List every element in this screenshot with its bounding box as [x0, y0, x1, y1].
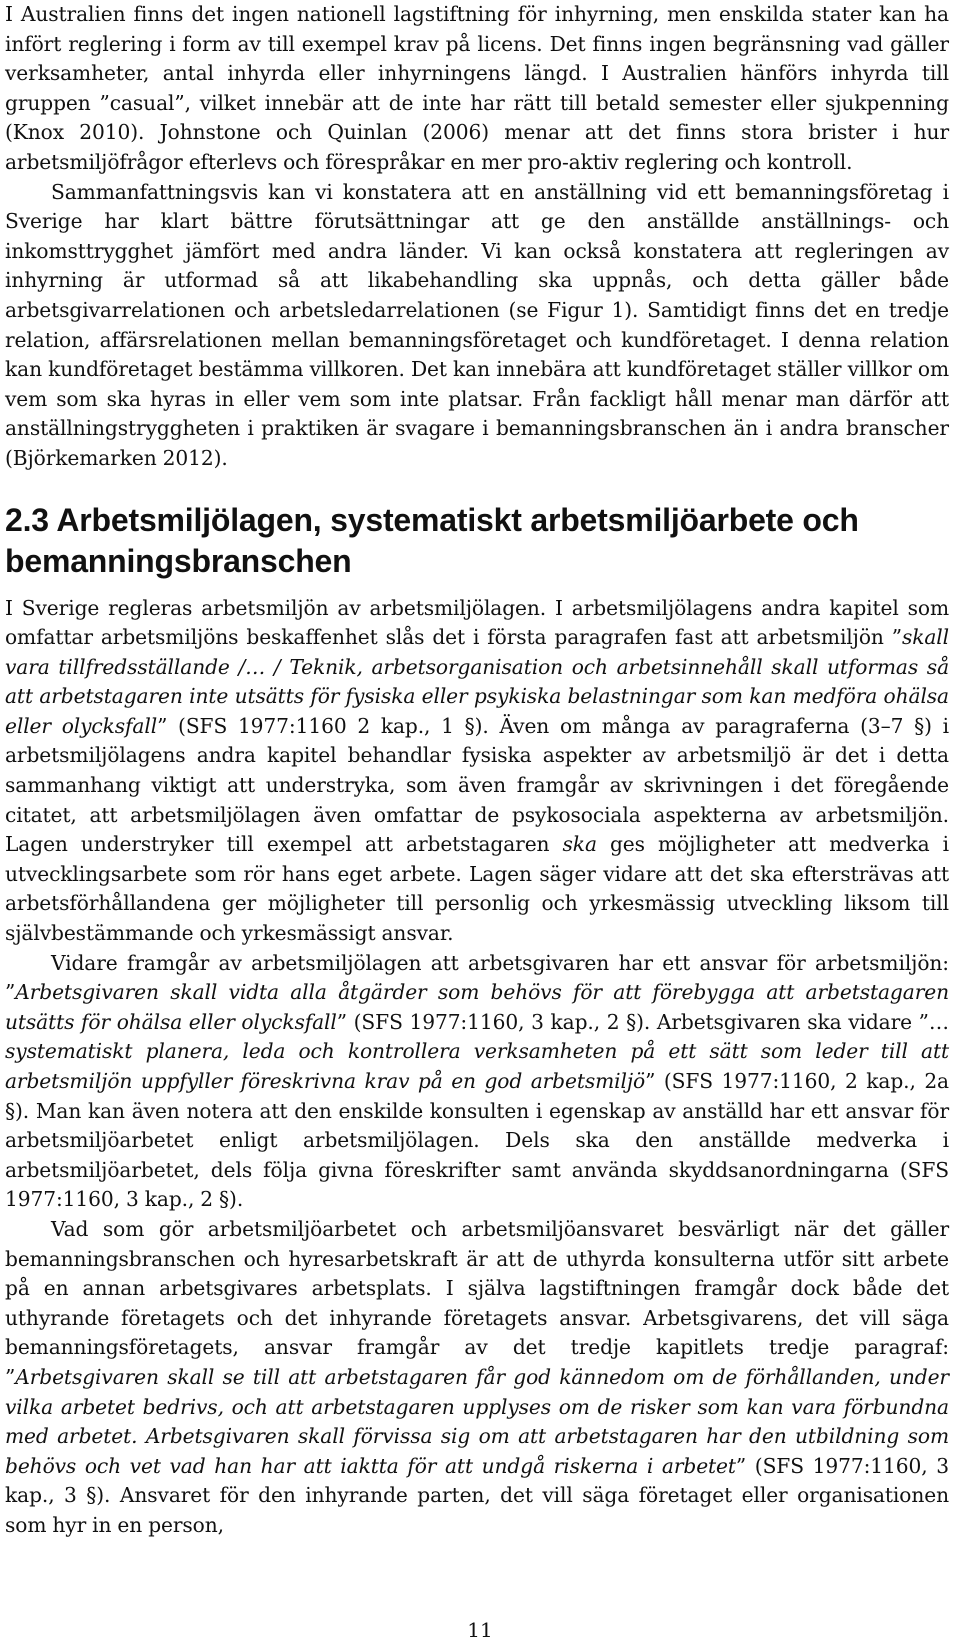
paragraph-text: Sammanfattningsvis kan vi konstatera att en anställning vid ett bemanningsföretag i Sverige har klart bättre förutsättningar att ge den anställde anställnings- och inkomsttrygghet jämfört med andra länder. Vi kan också konstatera att regleringen av inhyrning är utformad så att likabehandling ska uppnås, och detta gäller både arbetsgivarrelationen och arbetsledarrelationen (se Figur 1). Samtidigt finns det en tredje relation, affärsrelationen mellan bemanningsföretaget och kundföretaget. I denna relation kan kundföretaget bestämma villkoren. Det kan innebära att kundföretaget ställer villkor om vem som ska hyras in eller vem som inte platsar. Från fackligt håll menar man därför att anställningstryggheten i praktiken är svagare i bemanningsbranschen än i andra branscher (Björkemarken 2012).: [5, 179, 949, 470]
paragraph-text: ” (SFS 1977:1160, 3 kap., 2 §). Arbetsgivaren ska vidare ”…: [336, 1009, 949, 1034]
body-paragraph: [5, 1215, 949, 1541]
body-paragraph: [5, 949, 949, 1215]
paragraph-text: ges möjligheter att medverka i utvecklingsarbete som rör hans eget arbete. Lagen säger vidare att det ska eftersträvas att arbetsförhållandena ger möjligheter till personlig och yrkesmässig utveckling liksom till självbestämmande och yrkesmässigt ansvar.: [5, 832, 950, 946]
paragraph-text: I Australien finns det ingen nationell lagstiftning för inhyrning, men enskilda stater kan ha infört reglering i form av till exempel krav på licens. Det finns ingen begränsning vad gäller verksamheter, antal inhyrda eller inhyrningens längd. I Australien hänförs inhyrda till gruppen ”casual”, vilket innebär att de inte har rätt till betald semester eller sjukpenning (Knox 2010). Johnstone och Quinlan (2006) menar att det finns stora brister i hur arbetsmiljöfrågor efterlevs och förespråkar en mer pro-aktiv reglering och kontroll.: [5, 2, 949, 174]
section-body-bottom: [5, 594, 949, 1541]
section-body-top: [5, 0, 949, 474]
paragraph-text: ” (SFS 1977:1160 2 kap., 1 §). Även om många av paragraferna (3–7 §) i arbetsmiljölagens andra kapitel behandlar fysiska aspekter av arbetsmiljö är det i detta sammanhang viktigt att understryka, som även framgår av skrivningen i det föregående citatet, att arbetsmiljölagen även omfattar de psykosociala aspekterna av arbetsmiljön. Lagen understryker till exempel att arbetstagaren: [5, 713, 950, 857]
quote-text: systematiskt planera, leda och kontrollera verksamheten på ett sätt som leder till att arbetsmiljön uppfyller föreskrivna krav på en god arbetsmiljö: [5, 1039, 949, 1093]
body-paragraph: [5, 178, 949, 474]
body-paragraph: [5, 0, 949, 178]
paragraph-text: Vidare framgår av arbetsmiljölagen att arbetsgivaren har ett ansvar för arbetsmiljön: ”: [5, 950, 949, 1005]
quote-text: ska: [562, 832, 597, 857]
quote-text: Arbetsgivaren skall vidta alla åtgärder som behövs för att förebygga att arbetstagaren utsätts för ohälsa eller olycksfall: [5, 980, 949, 1034]
document-page: [5, 0, 949, 1541]
paragraph-text: I Sverige regleras arbetsmiljön av arbetsmiljölagen. I arbetsmiljölagens andra kapitel som omfattar arbetsmiljöns beskaffenhet slås det i första paragrafen fast att arbetsmiljön ”: [5, 595, 949, 650]
paragraph-text: ” (SFS 1977:1160, 3 kap., 3 §). Ansvaret för den inhyrande parten, det vill säga företaget eller organisationen som hyr in en person,: [5, 1453, 949, 1537]
paragraph-text: Vad som gör arbetsmiljöarbetet och arbetsmiljöansvaret besvärligt när det gäller bemanningsbranschen och hyresarbetskraft är att de uthyrda konsulterna utför sitt arbete på en annan arbetsgivares arbetsplats. I själva lagstiftningen framgår dock både det uthyrande företagets och det inhyrande företagets ansvar. Arbetsgivarens, det vill säga bemanningsföretagets, ansvar framgår av det tredje kapitlets tredje paragraf: ”: [5, 1216, 949, 1389]
quote-text: Arbetsgivaren skall se till att arbetstagaren får god kännedom om de förhållanden, under vilka arbetet bedrivs, och att arbetstagaren upplyses om de risker som kan vara förbundna med arbetet. Arbetsgivaren skall förvissa sig om att arbetstagaren har den utbildning som behövs och vet vad han har att iaktta för att undgå riskerna i arbetet: [5, 1364, 949, 1478]
quote-text: skall vara tillfredsställande /… / Teknik, arbetsorganisation och arbetsinnehåll skall utformas så att arbetstagaren inte utsätts för fysiska eller psykiska belastningar som kan medföra ohälsa eller olycksfall: [5, 625, 949, 738]
section-heading: 2.3 Arbetsmiljölagen, systematiskt arbetsmiljöarbete och bemanningsbranschen: [5, 501, 859, 579]
paragraph-text: ” (SFS 1977:1160, 2 kap., 2a §). Man kan även notera att den enskilde konsulten i egenskap av anställd har ett ansvar för arbetsmiljöarbetet enligt arbetsmiljölagen. Dels ska den anställde medverka i arbetsmiljöarbetet, dels följa givna föreskrifter samt använda skyddsanordningarna (SFS 1977:1160, 3 kap., 2 §).: [5, 1069, 949, 1212]
page-number: 11: [467, 1618, 493, 1642]
body-paragraph: [5, 594, 949, 949]
